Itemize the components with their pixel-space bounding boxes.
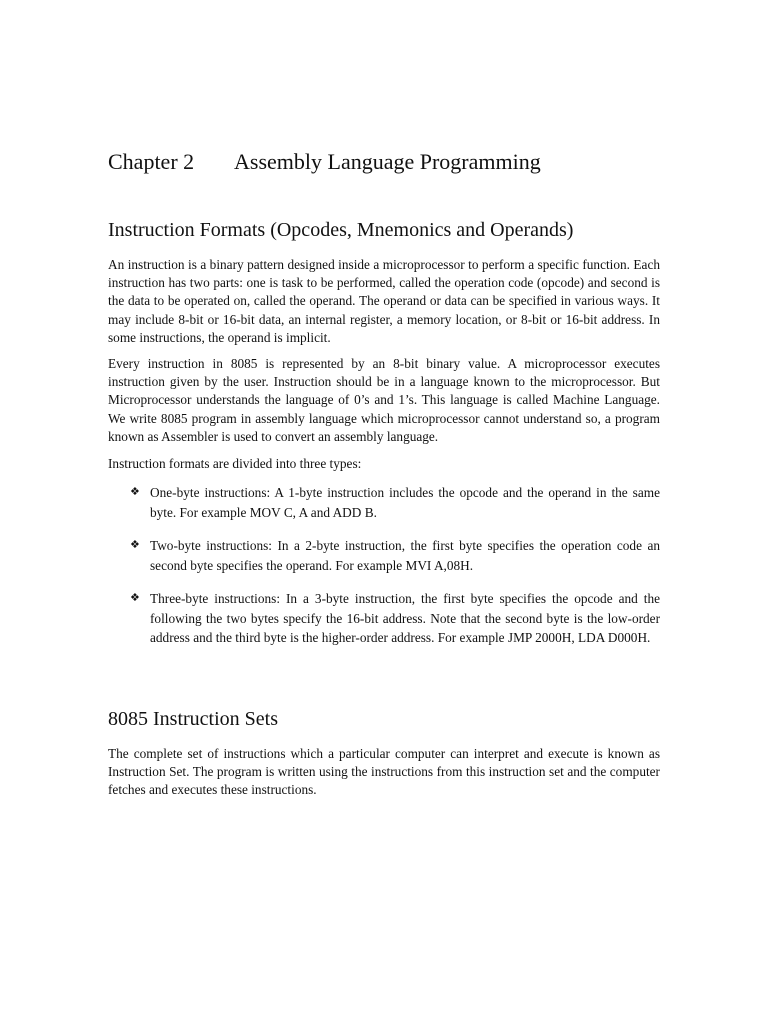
diamond-bullet-icon: ❖ [130,485,140,498]
chapter-title: Assembly Language Programming [234,149,541,174]
section-heading-instruction-formats: Instruction Formats (Opcodes, Mnemonics and Operands) [108,219,574,241]
paragraph-instruction-set-definition: The complete set of instructions which a particular computer can interpret and execute is known as Instruction Set. The program is written using the instructions from this instruction set and the computer fetches and executes these instructions. [108,746,660,798]
paragraph-machine-language: Every instruction in 8085 is represented by an 8-bit binary value. A microprocessor executes instruction given by the user. Instruction should be in a language known to the microprocessor. But Microprocessor understands the language of 0’s and 1’s. This language is called Machine Language. We write 8085 program in assembly language which microprocessor cannot understand so, a program known as Assembler is used to convert an assembly language. [108,356,660,444]
chapter-heading [108,148,660,176]
paragraph-instruction-definition: An instruction is a binary pattern designed inside a microprocessor to perform a specific function. Each instruction has two parts: one is task to be performed, called the operation code (opcode) and second is the data to be operated on, called the operand. The operand or data can be specified in various ways. It may include 8-bit or 16-bit data, an internal register, a memory location, or 8-bit or 16-bit address. In some instructions, the operand is implicit. [108,257,660,345]
diamond-bullet-icon: ❖ [130,538,140,551]
list-item-text: Three-byte instructions: In a 3-byte instruction, the first byte specifies the opcode and the following the two bytes specify the 16-bit address. Note that the second byte is the low-order address and the third byte is the higher-order address. For example JMP 2000H, LDA D000H. [150,591,660,645]
section-heading-instruction-sets: 8085 Instruction Sets [108,708,278,730]
list-item-text: Two-byte instructions: In a 2-byte instruction, the first byte specifies the operation code an second byte specifies the operand. For example MVI A,08H. [150,538,660,573]
paragraph-format-types-intro: Instruction formats are divided into three types: [108,456,362,471]
diamond-bullet-icon: ❖ [130,591,140,604]
chapter-number: Chapter 2 [108,149,195,174]
list-item-text: One-byte instructions: A 1-byte instruction includes the opcode and the operand in the same byte. For example MOV C, A and ADD B. [150,485,660,520]
